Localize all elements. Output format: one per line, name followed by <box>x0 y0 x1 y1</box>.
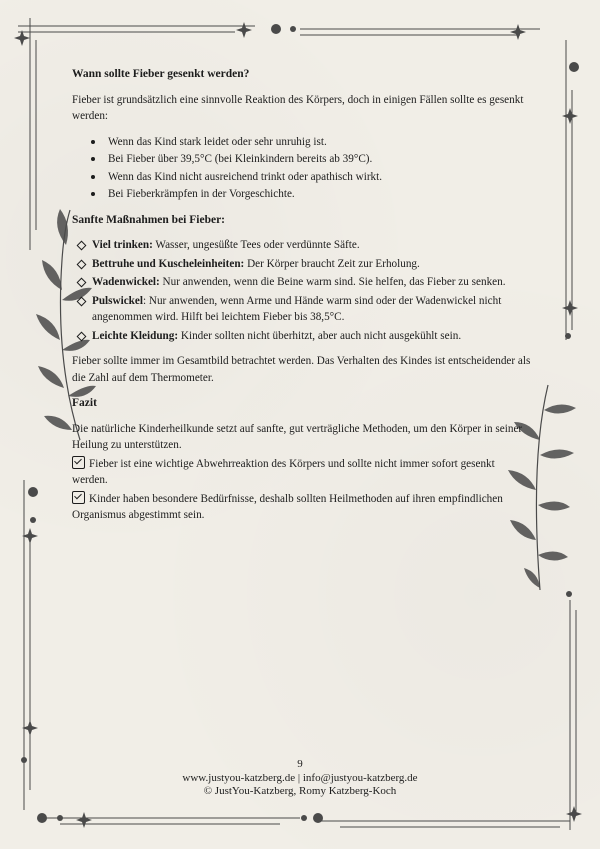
list-item: Bei Fieber über 39,5°C (bei Kleinkindern bereits ab 39°C). <box>72 151 532 168</box>
item-term: Wadenwickel: <box>92 276 160 288</box>
main-content <box>72 66 532 526</box>
item-text: Kinder sollten nicht überhitzt, aber auch nicht ausgekühlt sein. <box>178 329 462 342</box>
check-item-text: Fieber ist eine wichtige Abwehrreaktion des Körpers und sollte nicht immer sofort gesenkt werden. <box>72 457 495 486</box>
list-item <box>72 256 532 273</box>
item-term: Viel trinken: <box>92 239 153 251</box>
heading-gentle-measures: Sanfte Maßnahmen bei Fieber: <box>72 213 226 226</box>
footer-copyright: © JustYou-Katzberg, Romy Katzberg-Koch <box>203 785 397 797</box>
list-item <box>72 237 532 254</box>
page-footer <box>0 758 600 799</box>
item-term: Pulswickel <box>92 294 143 307</box>
item-text: Der Körper braucht Zeit zur Erholung. <box>244 257 420 270</box>
heading-conclusion: Fazit <box>72 397 97 409</box>
conclusion-intro: Die natürliche Kinderheilkunde setzt auf sanfte, gut verträgliche Methoden, um den Körper in seiner Heilung zu unterstützen. <box>72 422 523 451</box>
item-text: Wasser, ungesüßte Tees oder verdünnte Säfte. <box>152 239 360 251</box>
list-item: Bei Fieberkrämpfen in der Vorgeschichte. <box>72 186 532 203</box>
list-item: Wenn das Kind nicht ausreichend trinkt oder apathisch wirkt. <box>72 169 532 186</box>
check-item <box>72 456 532 489</box>
list-item <box>72 328 532 345</box>
gentle-measures-closing: Fieber sollte immer im Gesamtbild betrachtet werden. Das Verhalten des Kindes ist entscheidender als die Zahl auf dem Thermometer. <box>72 355 531 384</box>
list-item <box>72 274 532 291</box>
diamond-bullet-icon <box>77 278 87 288</box>
diamond-bullet-icon <box>77 259 87 269</box>
check-item-text: Kinder haben besondere Bedürfnisse, deshalb sollten Heilmethoden auf ihren empfindlichen Organismus abgestimmt sein. <box>72 492 503 521</box>
footer-contact: www.justyou-katzberg.de | info@justyou-katzberg.de <box>182 771 418 784</box>
checkbox-checked-icon <box>72 491 85 504</box>
diamond-bullet-icon <box>77 296 87 306</box>
fever-reduction-list <box>72 134 532 203</box>
list-item: Wenn das Kind stark leidet oder sehr unruhig ist. <box>72 134 532 151</box>
check-item <box>72 491 532 524</box>
gentle-measures-list <box>72 237 532 344</box>
item-text: : Nur anwenden, wenn Arme und Hände warm sind oder der Wadenwickel nicht angenommen wird. Hilft bei leichtem Fieber bis 38,5°C. <box>92 294 502 323</box>
intro-fever-reduction: Fieber ist grundsätzlich eine sinnvolle Reaktion des Körpers, doch in einigen Fällen sollte es gesenkt werden: <box>72 93 524 122</box>
item-text: Nur anwenden, wenn die Beine warm sind. Sie helfen, das Fieber zu senken. <box>159 276 506 288</box>
checkbox-checked-icon <box>72 456 85 469</box>
diamond-bullet-icon <box>77 241 87 251</box>
page-number: 9 <box>297 758 303 770</box>
diamond-bullet-icon <box>77 331 87 341</box>
item-term: Leichte Kleidung: <box>92 329 179 342</box>
item-term: Bettruhe und Kuscheleinheiten: <box>92 257 245 270</box>
list-item <box>72 293 532 326</box>
heading-fever-reduction: Wann sollte Fieber gesenkt werden? <box>72 68 250 80</box>
